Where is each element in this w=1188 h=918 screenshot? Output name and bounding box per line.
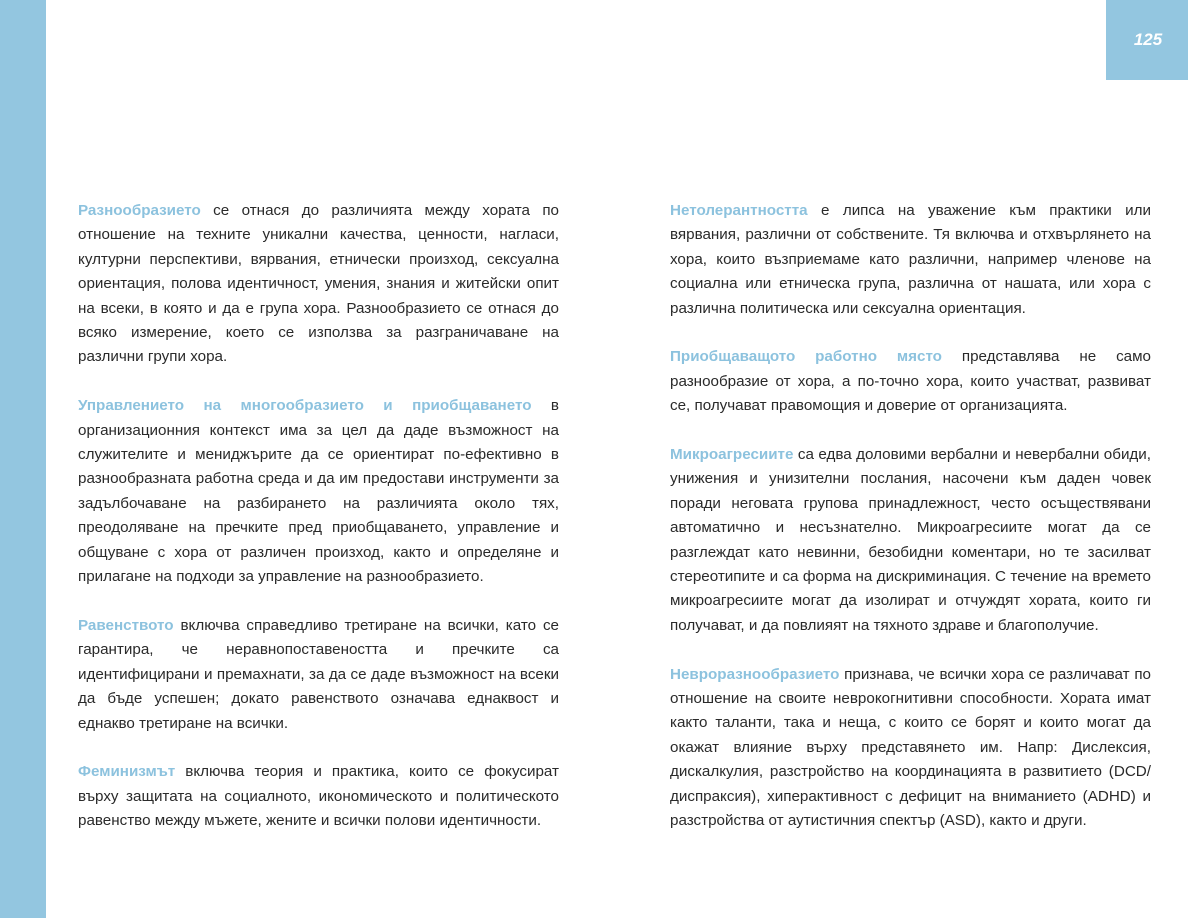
term: Микроагресиите — [670, 446, 794, 464]
page-number: 125 — [1133, 30, 1163, 49]
term: Управлението на многообразието и приобщаването — [78, 397, 532, 415]
term: Невроразнообразието — [670, 665, 840, 683]
term: Разнообразието — [78, 202, 201, 219]
definition-text: признава, че всички хора се различават по отношение на своите неврокогнитивни способности. Хората имат както таланти, така и неща, с които се борят и които могат да окажат влияние върху представянето им. Напр: Дислексия, дискалкулия, разстройство на координацията в развитието (DCD/диспраксия), хиперактивност с дефицит на вниманието (ADHD) и разстройства от аутистичния спектър (ASD), както и други. — [670, 665, 1151, 830]
definition-equality — [78, 614, 559, 736]
definition-text: в организационния контекст има за цел да даде възможност на служителите и мениджърите да се ориентират по-ефективно в разнообразната работна среда и да им предостави инструменти за задълбочаване на разбирането на различията около тях, преодоляване на пречките пред приобщаването, управление и общуване с хора от различен произход, както и определяне и прилагане на подходи за управление на разнообразието. — [78, 397, 559, 586]
side-accent-bar — [0, 0, 46, 918]
term: Феминизмът — [78, 763, 176, 781]
definition-microaggressions — [670, 443, 1151, 638]
definition-diversity-management — [78, 394, 559, 589]
left-column — [78, 199, 559, 858]
definition-text: е липса на уважение към практики или вярвания, различни от собствените. Тя включва и отхвърлянето на хора, които възприемаме като различни, например членове на социална или етническа група, различна от нашата, или хора с различна политическа или сексуална ориентация. — [670, 202, 1151, 317]
definition-inclusive-workplace — [670, 345, 1151, 418]
right-column — [670, 199, 1151, 858]
page-number-box — [1106, 0, 1188, 80]
term: Нетолерантността — [670, 202, 808, 219]
definition-text: са едва доловими вербални и невербални обиди, унижения и унизителни послания, насочени към даден човек поради неговата групова принадлежност, често осъществявани автоматично и несъзнателно. Микроагресиите могат да се разглеждат като невинни, безобидни коментари, но те засилват стереотипите и са форма на дискриминация. С течение на времето микроагресиите могат да изолират и отчуждят хората, които ги получават, и да повлияят на тяхното здраве и благополучие. — [670, 446, 1151, 634]
term: Равенството — [78, 616, 174, 634]
definition-text: включва справедливо третиране на всички, като се гарантира, че неравнопоставеността и пречките са идентифицирани и премахнати, за да се даде възможност на всеки да бъде успешен; докато равенството означава еднаквост и еднакво третиране на всички. — [78, 616, 559, 732]
definition-intolerance — [670, 199, 1151, 321]
term: Приобщаващото работно място — [670, 348, 942, 366]
definition-text: включва теория и практика, които се фокусират върху защитата на социалното, икономическото и политическото равенство между мъжете, жените и всички полови идентичности. — [78, 763, 559, 830]
definition-text: се отнася до различията между хората по отношение на техните уникални качества, ценности, нагласи, културни перспективи, вярвания, етнически произход, сексуална ориентация, полова идентичност, умения, знания и житейски опит на всеки, в която и да е група хора. Разнообразието се отнася до всяко измерение, което се използва за разграничаване на различни групи хора. — [78, 202, 559, 366]
definition-text: представлява не само разнообразие от хора, а по-точно хора, които участват, развиват се, получават правомощия и доверие от организацията. — [670, 348, 1151, 415]
definition-feminism — [78, 760, 559, 833]
definition-neurodiversity — [670, 663, 1151, 834]
definition-diversity — [78, 199, 559, 370]
